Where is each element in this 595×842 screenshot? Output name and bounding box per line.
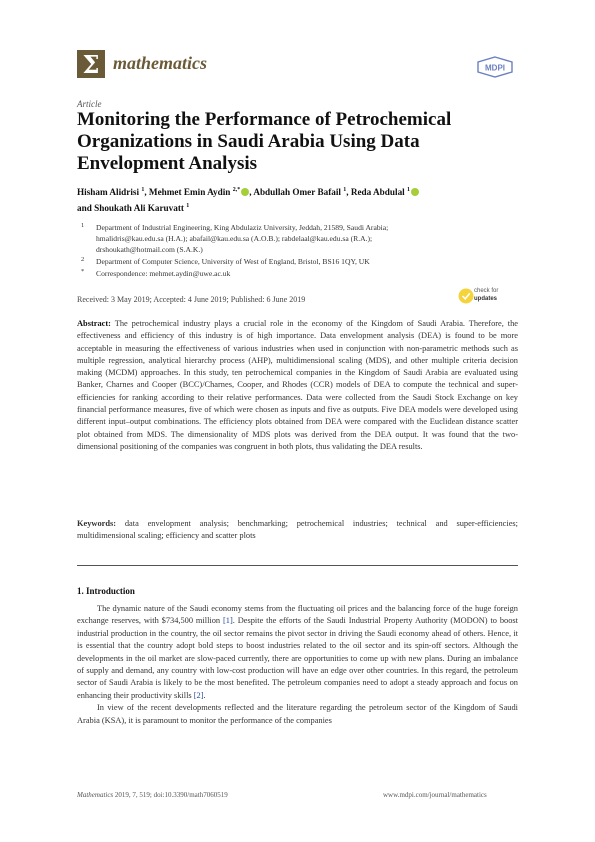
mdpi-logo-text: MDPI	[485, 63, 505, 73]
author[interactable]: Hisham Alidrisi $^1$	[77, 187, 145, 198]
publication-dates: Received: 3 May 2019; Accepted: 4 June 2019; Published: 6 June 2019	[77, 295, 306, 304]
author[interactable]: and Shoukath Ali Karuvatt $^1$	[77, 203, 190, 214]
paragraph: In view of the recent developments reflected and the literature regarding the petroleum sector of the Kingdom of Saudi Arabia (KSA), it is paramount to monitor the performance of the companies	[77, 703, 518, 725]
abstract-text: The petrochemical industry plays a crucial role in the economy of the Kingdom of Saudi Arabia. Therefore, the effectiveness and efficiency of this industry is of high importance. Data envelopment analysis (DEA) is found to be more acceptable in measuring the effectiveness of various industries when used in conjunction with non-parametric methods such as multiple regression, analytical hierarchy process (AHP), multidimensional scaling (MDS), and other multiple criteria decision making (MCDM) approaches. In this study, ten petrochemical companies in the Kingdom of Saudi Arabia are evaluated using Banker, Charnes and Cooper (BCC)/Charnes, Cooper, and Rhodes (CCR) models of DEA to compute the technical and super-efficiencies for ranking according to their relative performances. Data were collected from the Saudi Stock Exchange on key financial performance measures, five of which were chosen as inputs and five as outputs. Five DEA models were developed using different input–output combinations. The efficiency plots obtained from DEA were compared with the Euclidean distance scatter plot obtained from MDS. The dimensionality of MDS plots was derived from the DEA output. It was found that the two-dimensional positioning of the companies was congruent in both plots, thus validating the DEA results.	[77, 319, 518, 451]
affiliation-1: Department of Industrial Engineering, King Abdulaziz University, Jeddah, 21589, Saudi Arabia; hmalidris@kau.edu.sa (H.A.); abafail@kau.edu.sa (A.O.B.); rabdelaal@kau.edu.sa (R.A.); drshoukath@hotmail.com (S.A.K.)	[96, 223, 389, 254]
author[interactable]: Abdullah Omer Bafail $^1$	[253, 187, 347, 198]
check-for-updates-label[interactable]: check for updates	[474, 288, 499, 302]
correspondence: Correspondence: mehmet.aydin@uwe.ac.uk	[96, 269, 231, 278]
affiliation-mark: 2	[81, 256, 85, 263]
affiliation-mark: 1	[81, 222, 85, 229]
paragraph: The dynamic nature of the Saudi economy stems from the fluctuating oil prices and the balancing force of the huge foreign exchange reserves, with $734,500 million [1]. Despite the efforts of the Saudi Industrial Property Authority (MODON) to boost industrial production in the country, the oil sector remains the pivot sector in driving the Saudi economy ahead of others. Hence, it is essential that the country adopt bold steps to boost industries related to the oil sector and its spin-off sectors. Although the developments in the oil market are slow-paced currently, there are opportunities to come up with new plans. During an imbalance of supply and demand, any country with low-cost production will have an edge over other countries. In this regard, the petroleum sector of Saudi Arabia is likely to be the most benefited. The petroleum companies need to adopt a steady approach and focus on enhancing their productivity skills [2].	[77, 604, 518, 700]
citation-link[interactable]: [1]	[222, 616, 233, 626]
footer-citation: Mathematics 2019, 7, 519; doi:10.3390/math7060519	[77, 791, 228, 799]
author-list: Hisham Alidrisi $^1$, Mehmet Emin Aydin $^{2,*}$ , Abdullah Omer Bafail $^1$, Reda Abdulal $^1$ and Shoukath Ali Karuvatt $^1$	[77, 183, 517, 215]
mdpi-logo	[476, 56, 514, 78]
keywords-text: data envelopment analysis; benchmarking; petrochemical industries; technical and super-efficiencies; multidimensional scaling; efficiency and scatter plots	[77, 519, 519, 541]
author[interactable]: Mehmet Emin Aydin $^{2,*}$	[149, 187, 249, 197]
paper-title: Monitoring the Performance of Petrochemical Organizations in Saudi Arabia Using Data Envelopment Analysis	[77, 109, 452, 174]
keywords	[77, 518, 518, 543]
abstract-label: Abstract:	[77, 319, 111, 328]
section-divider	[77, 565, 518, 566]
keywords-label: Keywords:	[77, 519, 117, 528]
affiliation-mark: *	[81, 268, 85, 275]
abstract	[77, 318, 518, 453]
journal-name: mathematics	[113, 53, 207, 73]
orcid-icon[interactable]	[411, 188, 419, 196]
journal-logo	[77, 50, 105, 78]
author[interactable]: Reda Abdulal $^1$	[351, 187, 419, 197]
sigma-icon: Σ	[82, 49, 100, 79]
footer-url[interactable]: www.mdpi.com/journal/mathematics	[383, 791, 487, 799]
citation-link[interactable]: [2]	[193, 690, 204, 700]
section-heading: 1. Introduction	[77, 586, 135, 596]
introduction-body	[77, 603, 518, 727]
affiliation-2: Department of Computer Science, University of West of England, Bristol, BS16 1QY, UK	[96, 257, 370, 266]
article-type: Article	[77, 99, 102, 109]
